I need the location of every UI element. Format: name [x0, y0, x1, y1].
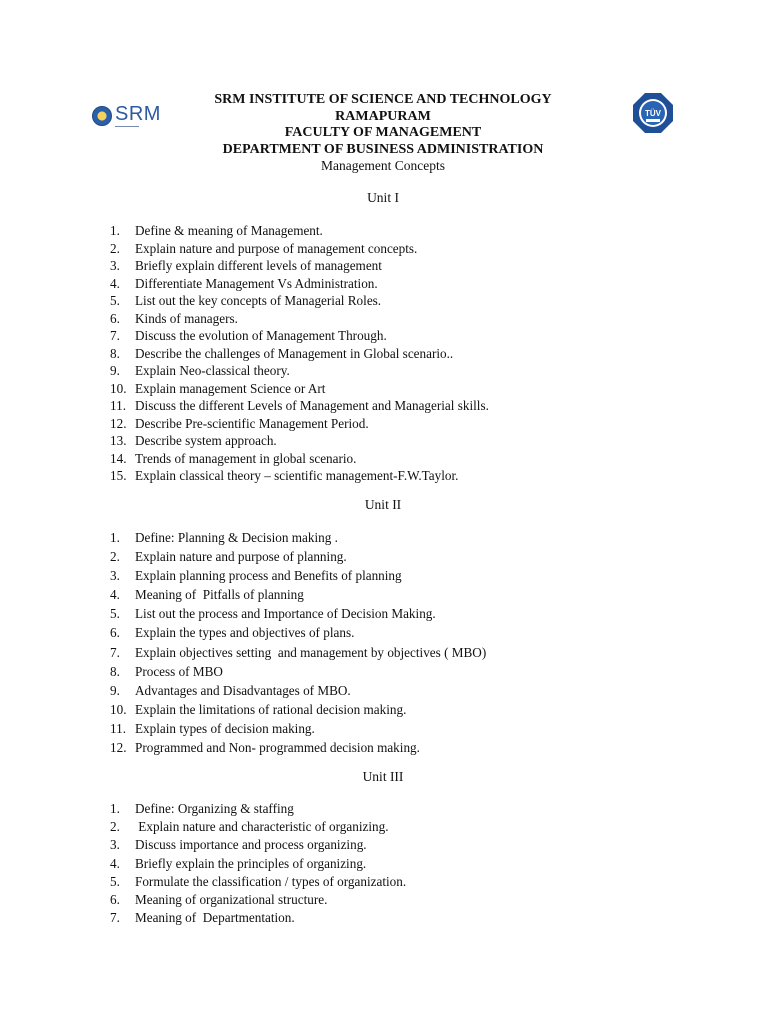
- question-text: Explain classical theory – scientific management-F.W.Taylor.: [135, 468, 459, 483]
- question-item: [110, 681, 486, 700]
- question-item: [110, 257, 489, 275]
- question-text: Explain the types and objectives of plans.: [135, 625, 355, 641]
- question-item: [110, 275, 489, 293]
- question-number: 1.: [110, 223, 120, 238]
- question-text: Explain nature and purpose of planning.: [135, 549, 347, 565]
- question-number: 6.: [110, 891, 120, 907]
- question-item: [110, 643, 486, 662]
- question-text: Trends of management in global scenario.: [135, 450, 357, 466]
- question-item: [110, 240, 489, 258]
- question-text: Kinds of managers.: [135, 310, 238, 326]
- unit-title: Unit III: [362, 769, 404, 784]
- question-number: 13.: [110, 433, 127, 448]
- question-text: Briefly explain different levels of management: [135, 258, 382, 273]
- question-list: [110, 528, 486, 757]
- faculty-name: FACULTY OF MANAGEMENT: [284, 125, 482, 140]
- subject-title: Management Concepts: [320, 158, 446, 173]
- question-text: Define: Planning & Decision making .: [135, 530, 338, 545]
- question-item: [110, 432, 489, 450]
- question-text: Explain objectives setting and management by objectives ( MBO): [135, 644, 487, 660]
- question-number: 5.: [110, 606, 120, 622]
- campus-name: RAMAPURAM: [335, 108, 431, 124]
- question-text: Explain types of decision making.: [135, 720, 315, 736]
- question-item: [110, 397, 489, 415]
- question-text: Define & meaning of Management.: [135, 223, 323, 238]
- question-item: [110, 855, 406, 873]
- question-text: Explain planning process and Benefits of planning: [135, 568, 402, 584]
- question-text: Describe Pre-scientific Management Period.: [135, 415, 369, 431]
- question-item: [110, 719, 486, 738]
- question-number: 9.: [110, 682, 120, 698]
- document-header: [183, 92, 583, 174]
- question-number: 8.: [110, 345, 120, 361]
- question-item: [110, 310, 489, 328]
- question-number: 4.: [110, 855, 120, 871]
- question-text: Meaning of organizational structure.: [135, 891, 328, 907]
- question-text: Meaning of Pitfalls of planning: [135, 587, 304, 603]
- question-text: Explain management Science or Art: [135, 380, 326, 396]
- question-item: [110, 327, 489, 345]
- question-number: 14.: [110, 450, 127, 466]
- question-number: 11.: [110, 398, 126, 413]
- question-text: Programmed and Non- programmed decision making.: [135, 740, 420, 756]
- question-number: 2.: [110, 819, 120, 835]
- question-list: [110, 222, 489, 485]
- question-number: 7.: [110, 644, 120, 660]
- unit-title: Unit I: [367, 190, 399, 205]
- tuv-logo-text: TÜV: [645, 109, 661, 118]
- question-text: Differentiate Management Vs Administration.: [135, 275, 378, 291]
- question-number: 3.: [110, 568, 120, 584]
- question-text: List out the key concepts of Managerial Roles.: [135, 293, 382, 308]
- question-text: Explain the limitations of rational decision making.: [135, 701, 407, 717]
- srm-logo: [92, 104, 161, 128]
- question-item: [110, 566, 486, 585]
- question-number: 10.: [110, 701, 127, 717]
- question-item: [110, 222, 489, 240]
- question-item: [110, 800, 406, 818]
- question-number: 12.: [110, 415, 127, 431]
- question-number: 2.: [110, 240, 120, 256]
- question-text: List out the process and Importance of Decision Making.: [135, 606, 436, 622]
- question-text: Briefly explain the principles of organizing.: [135, 855, 367, 871]
- question-item: [110, 818, 406, 836]
- question-text: Explain Neo-classical theory.: [135, 363, 290, 378]
- question-text: Explain nature and purpose of management concepts.: [135, 240, 418, 256]
- question-text: Formulate the classification / types of organization.: [135, 873, 407, 889]
- question-list: [110, 800, 406, 927]
- tuv-certification-logo: [632, 92, 674, 134]
- question-item: [110, 450, 489, 468]
- question-number: 6.: [110, 310, 120, 326]
- question-number: 2.: [110, 549, 120, 565]
- question-text: Define: Organizing & staffing: [135, 801, 294, 816]
- unit-title: Unit II: [364, 497, 402, 512]
- question-text: Discuss the evolution of Management Through.: [135, 328, 387, 343]
- question-item: [110, 585, 486, 604]
- question-number: 7.: [110, 910, 120, 926]
- question-number: 3.: [110, 837, 120, 853]
- question-number: 4.: [110, 275, 120, 291]
- question-number: 11.: [110, 720, 126, 736]
- question-item: [110, 467, 489, 485]
- srm-logo-text: SRM: [115, 103, 161, 125]
- question-item: [110, 292, 489, 310]
- department-name: DEPARTMENT OF BUSINESS ADMINISTRATION: [222, 141, 544, 157]
- question-item: [110, 528, 486, 547]
- question-text: Advantages and Disadvantages of MBO.: [135, 682, 351, 698]
- question-number: 7.: [110, 328, 120, 343]
- question-number: 5.: [110, 293, 120, 308]
- question-number: 6.: [110, 625, 120, 641]
- question-item: [110, 362, 489, 380]
- question-item: [110, 662, 486, 681]
- question-text: Describe system approach.: [135, 433, 277, 448]
- question-text: Meaning of Departmentation.: [135, 910, 295, 926]
- question-item: [110, 873, 406, 891]
- question-text: Discuss the different Levels of Management and Managerial skills.: [135, 398, 489, 413]
- srm-logo-tagline-icon: ▬▬▬▬▬▬▬▬: [115, 124, 139, 128]
- question-number: 15.: [110, 468, 127, 483]
- question-item: [110, 345, 489, 363]
- question-number: 1.: [110, 530, 120, 545]
- question-item: [110, 909, 406, 927]
- question-number: 3.: [110, 258, 120, 273]
- question-number: 8.: [110, 663, 120, 679]
- question-text: Explain nature and characteristic of organizing.: [135, 819, 389, 835]
- question-item: [110, 738, 486, 757]
- question-item: [110, 623, 486, 642]
- question-item: [110, 380, 489, 398]
- question-text: Describe the challenges of Management in Global scenario..: [135, 345, 454, 361]
- question-number: 9.: [110, 363, 120, 378]
- question-item: [110, 415, 489, 433]
- question-number: 12.: [110, 740, 127, 756]
- question-number: 1.: [110, 801, 120, 816]
- question-text: Process of MBO: [135, 663, 223, 679]
- question-item: [110, 604, 486, 623]
- question-item: [110, 836, 406, 854]
- question-text: Discuss importance and process organizing.: [135, 837, 367, 853]
- srm-emblem-icon: [92, 106, 112, 126]
- question-item: [110, 700, 486, 719]
- institute-name: SRM INSTITUTE OF SCIENCE AND TECHNOLOGY: [214, 92, 552, 107]
- question-item: [110, 547, 486, 566]
- question-item: [110, 891, 406, 909]
- question-number: 5.: [110, 873, 120, 889]
- question-number: 10.: [110, 380, 127, 396]
- question-number: 4.: [110, 587, 120, 603]
